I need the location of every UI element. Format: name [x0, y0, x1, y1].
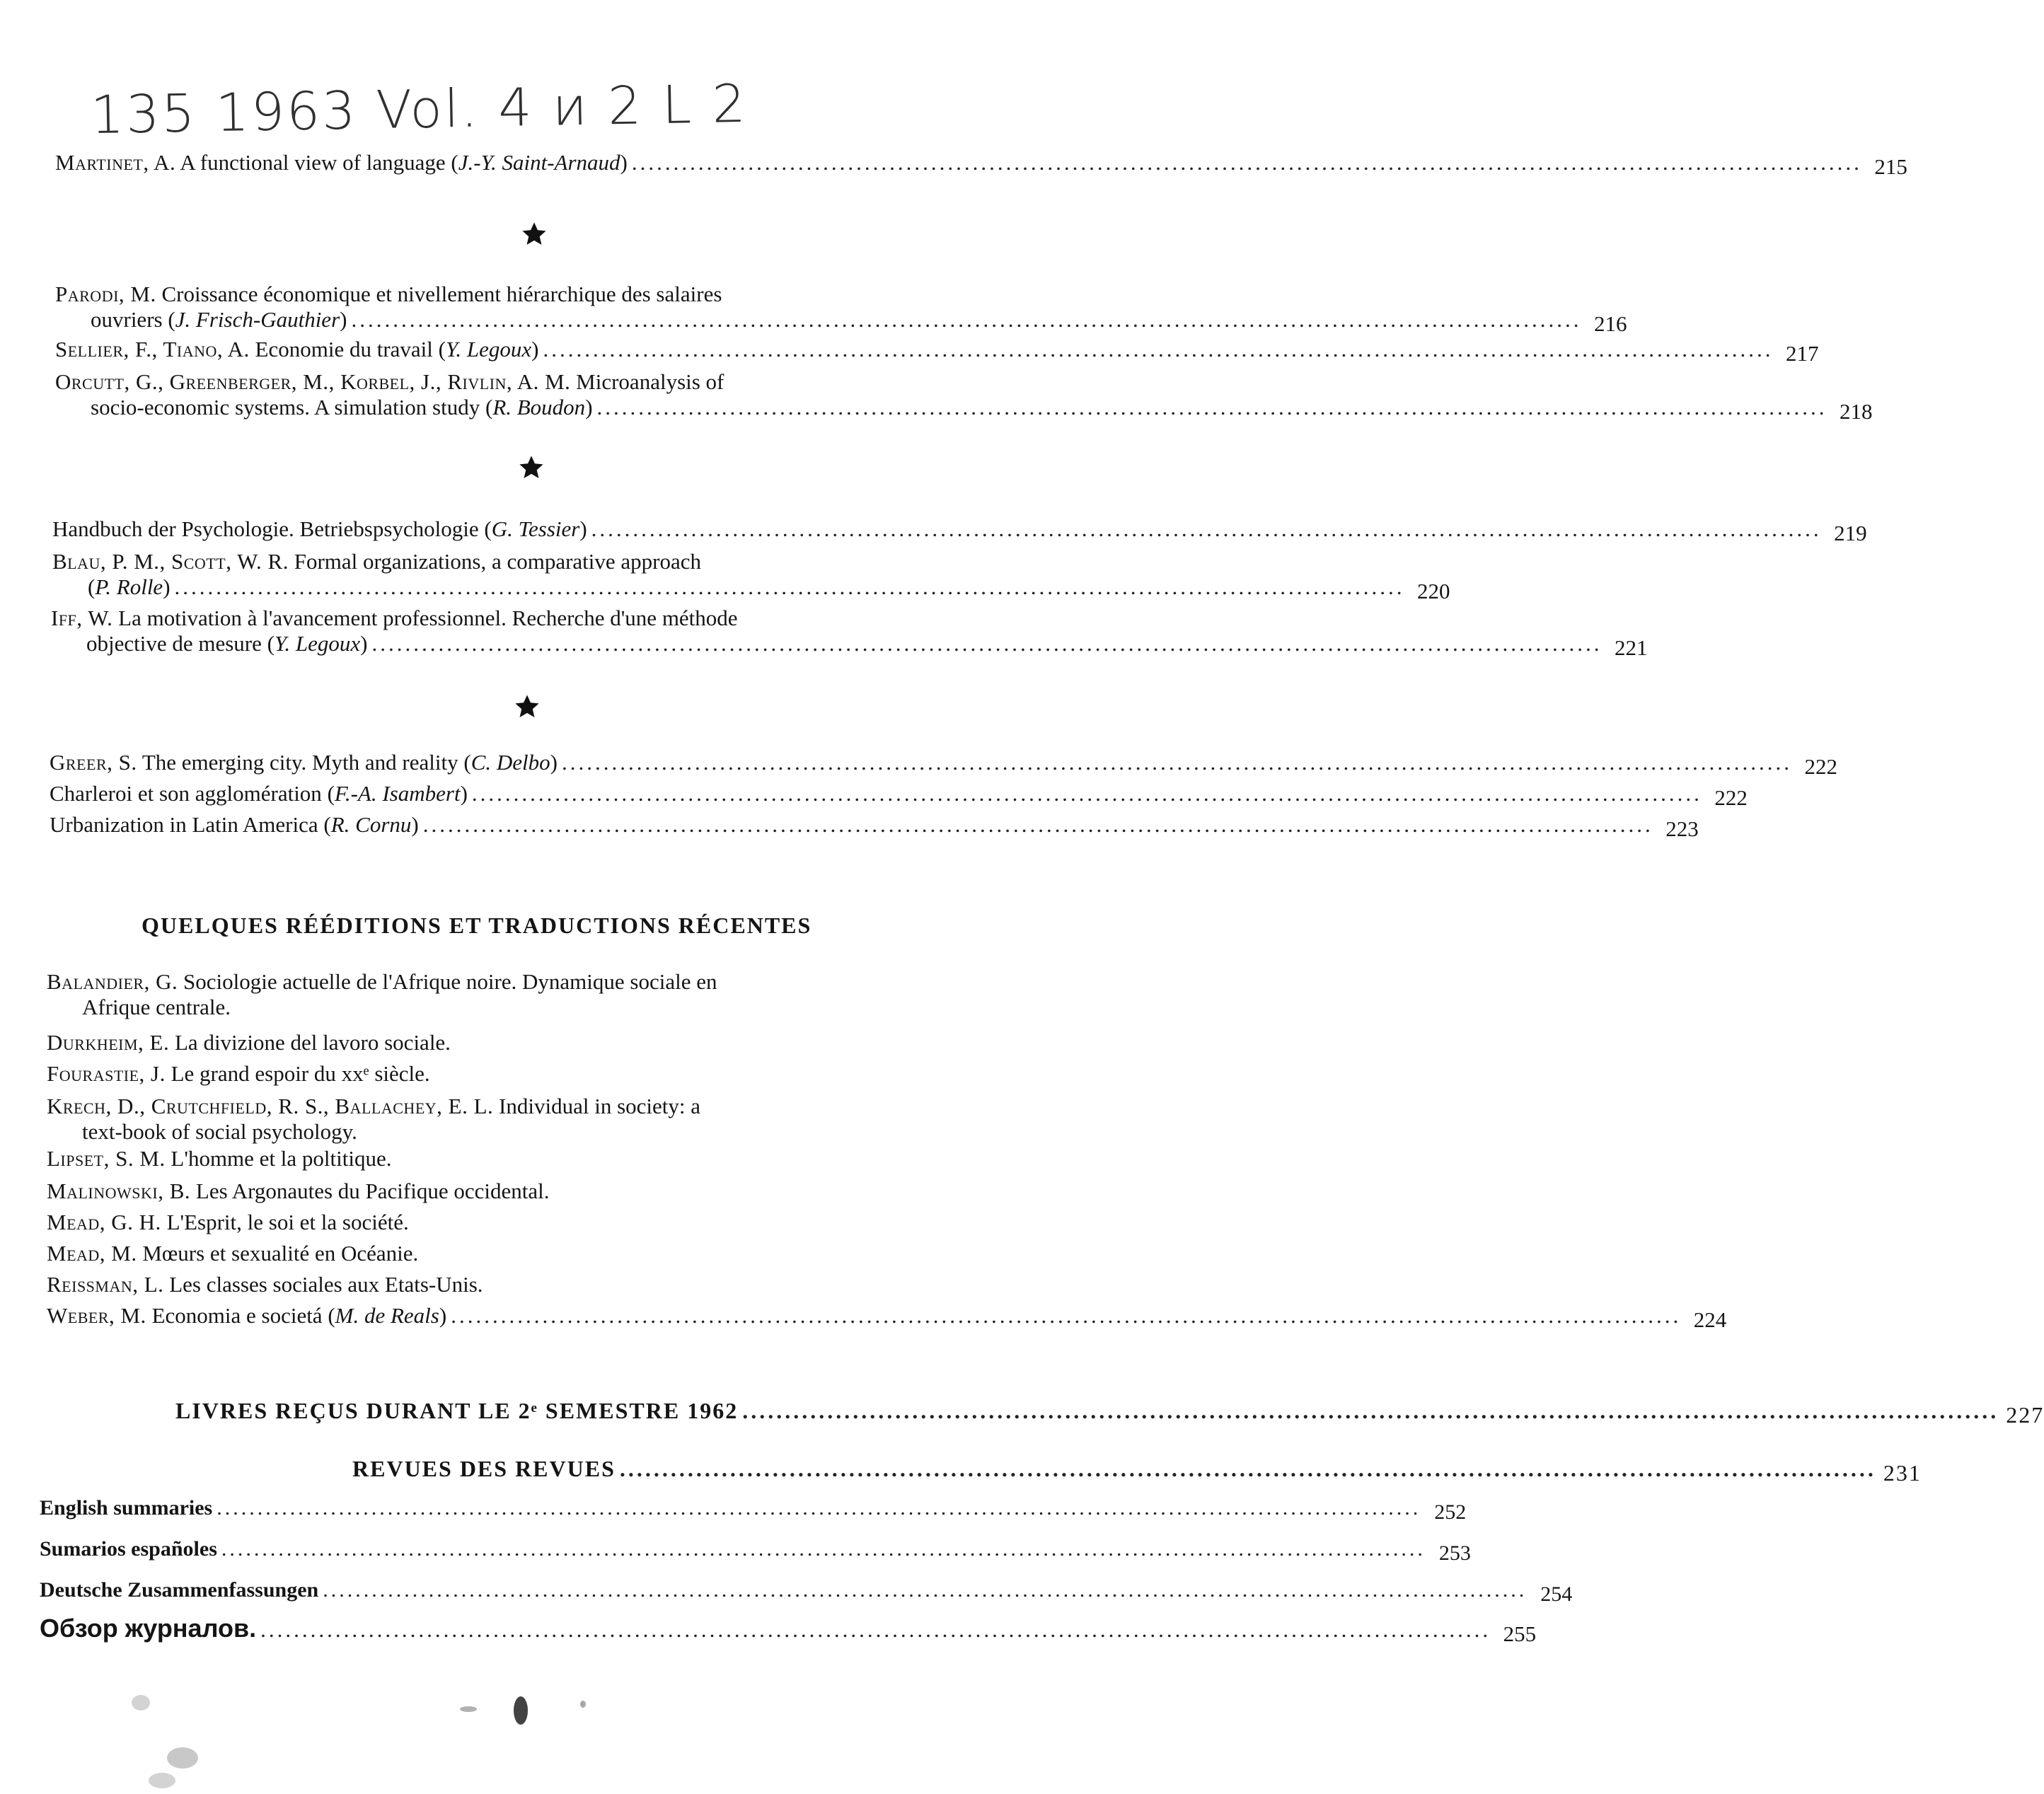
summary-label: Sumarios españoles: [40, 1537, 217, 1561]
entry-reviewer: R. Cornu: [330, 812, 412, 837]
ink-smudge: [132, 1695, 150, 1711]
page-number: 219: [1834, 521, 1867, 545]
entry-title-cont: ouvriers: [91, 307, 163, 332]
star-divider-icon: [521, 221, 548, 248]
entry-author: Weber, M.: [47, 1303, 146, 1328]
summary-english: [40, 1495, 1467, 1524]
entry-author: Lipset, S. M.: [47, 1146, 166, 1171]
entry-author: Greer, S.: [50, 750, 137, 775]
ink-smudge: [149, 1773, 175, 1788]
page-number: 224: [1693, 1307, 1727, 1332]
dot-leader: ....................................................................................................................................................: [260, 1617, 1491, 1642]
livres-heading: LIVRES REÇUS DURANT LE 2ᵉ SEMESTRE 1962: [175, 1398, 739, 1423]
page-number: 252: [1434, 1500, 1467, 1524]
entry-title: L'homme et la poltitique.: [171, 1146, 392, 1171]
entry-reviewer: J. Frisch-Gauthier: [175, 307, 340, 332]
reedition-item: [47, 1210, 409, 1235]
entry-title: A functional view of language: [180, 150, 446, 175]
page-number: 231: [1883, 1460, 1922, 1486]
star-divider-icon: [514, 693, 541, 720]
entry-title: Sociologie actuelle de l'Afrique noire. Dynamique sociale en: [183, 969, 717, 994]
entry-reviewer: R. Boudon: [492, 395, 586, 419]
summary-russian: [40, 1614, 1537, 1646]
reedition-item: [47, 1061, 430, 1087]
page-number: 222: [1804, 754, 1837, 779]
reedition-item: [47, 1094, 995, 1145]
summary-german: [40, 1578, 1573, 1606]
reedition-item: [47, 969, 995, 1020]
entry-reviewer: C. Delbo: [470, 750, 550, 775]
entry-reviewer: F.-A. Isambert: [334, 781, 461, 806]
page-number: 220: [1417, 579, 1450, 603]
reedition-item: [47, 1146, 392, 1171]
page-number: 221: [1614, 635, 1648, 660]
page-number: 254: [1540, 1582, 1573, 1606]
entry-title: Handbuch der Psychologie. Betriebspsychologie: [52, 516, 479, 541]
entry-author: Blau, P. M., Scott, W. R.: [52, 549, 289, 574]
entry-title: Individual in society: a: [499, 1094, 700, 1118]
ink-smudge: [514, 1696, 528, 1725]
dot-leader: ....................................................................................................................................................: [543, 337, 1774, 361]
entry-author: Balandier, G.: [47, 969, 178, 994]
dot-leader: ....................................................................................................................................................: [591, 516, 1822, 541]
entry-title: Economie du travail: [255, 337, 433, 361]
entry-title: Charleroi et son agglomération: [50, 781, 322, 806]
page-number: 227: [2006, 1402, 2044, 1428]
entry-title: L'Esprit, le soi et la société.: [166, 1210, 409, 1234]
entry-reviewer: G. Tessier: [491, 516, 580, 541]
summary-label: Обзор журналов.: [40, 1614, 257, 1643]
reeditions-heading: QUELQUES RÉÉDITIONS ET TRADUCTIONS RÉCENTES: [142, 913, 812, 938]
entry-author: Parodi, M.: [55, 282, 156, 306]
entry-blau: Blau, P. M., Scott, W. R. Formal organizations, a comparative approach (P. Rolle) .................................................................................................................................................... 220: [52, 549, 1450, 603]
summary-label: Deutsche Zusammenfassungen: [40, 1578, 319, 1602]
reedition-item: [47, 1030, 451, 1055]
reedition-item: [47, 1272, 483, 1297]
dot-leader: ....................................................................................................................................................: [561, 750, 1792, 775]
dot-leader: ....................................................................................................................................................: [422, 812, 1653, 837]
livres-recus-entry: [175, 1398, 2044, 1428]
dot-leader: ....................................................................................................................................................: [174, 574, 1405, 599]
dot-leader: ....................................................................................................................................................: [216, 1496, 1421, 1520]
entry-author: Martinet, A.: [55, 150, 176, 175]
page-number: 216: [1593, 311, 1627, 336]
page-number: 223: [1665, 816, 1699, 841]
revues-heading: REVUES DES REVUES: [352, 1456, 616, 1481]
entry-reviewer: J.-Y. Saint-Arnaud: [458, 150, 620, 175]
dot-leader: ....................................................................................................................................................: [323, 1578, 1528, 1602]
entry-orcutt: Orcutt, G., Greenberger, M., Korbel, J., Rivlin, A. M. Microanalysis of socio-economic systems. A simulation study (R. Boudon) .................................................................................................................................................... 218: [55, 369, 1873, 424]
dot-leader: ....................................................................................................................................................: [371, 631, 1603, 656]
entry-title: Le grand espoir du xxᵉ siècle.: [171, 1061, 430, 1086]
dot-leader: ....................................................................................................................................................: [221, 1537, 1426, 1561]
entry-iff: Iff, W. La motivation à l'avancement professionnel. Recherche d'une méthode objective de mesure (Y. Legoux) .................................................................................................................................................... 221: [51, 606, 1648, 660]
handwritten-note: 135 1963 Vol. 4 и 2 L 2: [90, 73, 749, 146]
entry-author: Mead, G. H.: [47, 1210, 161, 1234]
dot-leader: ....................................................................................................................................................: [631, 150, 1862, 175]
entry-martinet: Martinet, A. A functional view of language (J.-Y. Saint-Arnaud) .................................................................................................................................................... 215: [55, 150, 1907, 179]
entry-reviewer: P. Rolle: [95, 574, 163, 599]
page-number: 218: [1840, 399, 1873, 424]
page-number: 217: [1785, 341, 1819, 366]
entry-title: La motivation à l'avancement professionnel. Recherche d'une méthode: [118, 606, 738, 630]
entry-title: Economia e societá: [151, 1303, 323, 1328]
summary-spanish: [40, 1537, 1471, 1565]
dot-leader: ....................................................................................................................................................: [596, 395, 1828, 419]
entry-reviewer: M. de Reals: [335, 1303, 439, 1328]
entry-title: La divizione del lavoro sociale.: [175, 1030, 451, 1055]
entry-reviewer: Y. Legoux: [446, 337, 532, 361]
entry-title: Urbanization in Latin America: [50, 812, 318, 837]
entry-title: Les Argonautes du Pacifique occidental.: [195, 1179, 550, 1203]
entry-title: The emerging city. Myth and reality: [142, 750, 458, 775]
page-number: 222: [1714, 785, 1748, 810]
entry-title: Les classes sociales aux Etats-Unis.: [169, 1272, 483, 1297]
entry-title-cont: text-book of social psychology.: [82, 1119, 357, 1144]
page-number: 255: [1503, 1621, 1537, 1646]
entry-charleroi: Charleroi et son agglomération (F.-A. Isambert) .................................................................................................................................................... 222: [50, 781, 1748, 810]
dot-leader: ....................................................................................................................................................: [742, 1398, 1999, 1423]
entry-reviewer: Y. Legoux: [274, 631, 361, 656]
entry-parodi: Parodi, M. Croissance économique et nivellement hiérarchique des salaires ouvriers (J. Frisch-Gauthier) .................................................................................................................................................... 216: [55, 282, 1627, 336]
revues-entry: [352, 1456, 1922, 1486]
entry-title: Croissance économique et nivellement hiérarchique des salaires: [161, 282, 722, 306]
dot-leader: ....................................................................................................................................................: [619, 1456, 1876, 1481]
entry-title-cont: Afrique centrale.: [82, 995, 231, 1019]
entry-urbanization: Urbanization in Latin America (R. Cornu) .................................................................................................................................................... 223: [50, 812, 1699, 841]
ink-smudge: [580, 1701, 586, 1708]
entry-author: Fourastie, J.: [47, 1061, 166, 1086]
entry-title-cont: socio-economic systems. A simulation study: [91, 395, 480, 419]
entry-author: Reissman, L.: [47, 1272, 164, 1297]
dot-leader: ....................................................................................................................................................: [351, 307, 1582, 332]
entry-author: Krech, D., Crutchfield, R. S., Ballachey, E. L.: [47, 1094, 494, 1118]
entry-title-cont: objective de mesure: [86, 631, 262, 656]
entry-author: Iff, W.: [51, 606, 113, 630]
star-divider-icon: [518, 454, 545, 481]
entry-author: Mead, M.: [47, 1241, 137, 1266]
ink-smudge: [167, 1747, 198, 1769]
entry-author: Sellier, F., Tiano, A.: [55, 337, 250, 361]
entry-handbuch: Handbuch der Psychologie. Betriebspsychologie (G. Tessier) .................................................................................................................................................... 219: [52, 516, 1867, 545]
entry-sellier: Sellier, F., Tiano, A. Economie du travail (Y. Legoux) .................................................................................................................................................... 217: [55, 337, 1819, 366]
entry-author: Durkheim, E.: [47, 1030, 170, 1055]
entry-title: Microanalysis of: [576, 369, 724, 394]
entry-author: Orcutt, G., Greenberger, M., Korbel, J., Rivlin, A. M.: [55, 369, 571, 394]
page-number: 253: [1438, 1541, 1471, 1565]
entry-greer: Greer, S. The emerging city. Myth and reality (C. Delbo) .................................................................................................................................................... 222: [50, 750, 1837, 779]
reedition-item: Weber, M. Economia e societá (M. de Reals) .................................................................................................................................................... 224: [47, 1303, 1727, 1332]
entry-title: Formal organizations, a comparative approach: [294, 549, 702, 574]
entry-author: Malinowski, B.: [47, 1179, 191, 1203]
ink-smudge: [460, 1706, 477, 1712]
summary-label: English summaries: [40, 1496, 213, 1520]
entry-title: Mœurs et sexualité en Océanie.: [142, 1241, 419, 1266]
dot-leader: ....................................................................................................................................................: [451, 1303, 1682, 1328]
reedition-item: [47, 1241, 418, 1266]
dot-leader: ....................................................................................................................................................: [471, 781, 1702, 806]
reedition-item: [47, 1179, 549, 1204]
page-number: 215: [1874, 154, 1907, 179]
